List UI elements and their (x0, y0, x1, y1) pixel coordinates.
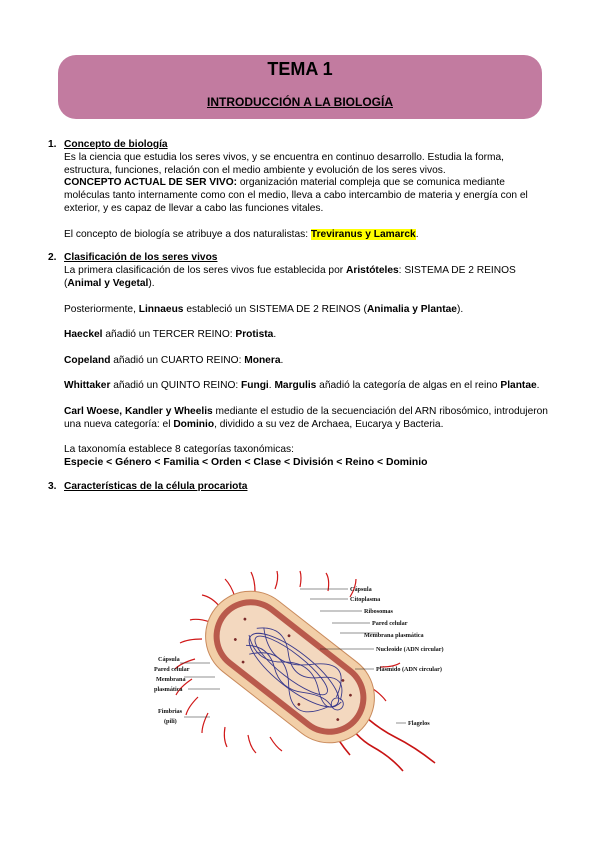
taxonomy-line: Especie < Género < Familia < Orden < Clase < División < Reino < Dominio (64, 457, 428, 469)
paragraph (64, 406, 548, 432)
text: añadió un TERCER REINO: (102, 329, 236, 341)
label-fimbrias: Fimbrias (158, 708, 183, 715)
paragraph (64, 380, 548, 393)
bold-text: Monera (244, 354, 281, 366)
text: mediante el estudio de la secuenciación del ARN ribosómico, introdujeron una nueva categoría: el (64, 405, 548, 430)
label-pared-celular: Pared celular (372, 620, 408, 627)
section-heading: Clasificación de los seres vivos (64, 252, 218, 264)
paragraph: Es la ciencia que estudia los seres vivos, y se encuentra en continuo desarrollo. Estudia la forma, estructura, funciones, relación con el medio ambiente y evolución de los seres vivos. (64, 151, 504, 176)
text: . (536, 380, 540, 392)
label-membrana-left: Membrana (156, 676, 186, 683)
label-citoplasma: Citoplasma (350, 596, 381, 603)
bold-text: Dominio (173, 418, 215, 430)
text: ). (456, 303, 464, 315)
text: estableció un SISTEMA DE 2 REINOS ( (183, 303, 367, 315)
bold-text: Plantae (500, 380, 537, 392)
bold-text: Animalia y Plantae (366, 303, 457, 315)
label-capsula: Cápsula (350, 586, 372, 593)
text: añadió la categoría de algas en el reino (316, 380, 501, 392)
text: El concepto de biología se atribuye a dos naturalistas: (64, 228, 311, 240)
section-2 (48, 252, 548, 470)
text: añadió un CUARTO REINO: (110, 354, 245, 366)
label-pili: (pili) (164, 718, 177, 725)
bold-text: Aristóteles (346, 265, 399, 277)
section-number: 1. (48, 139, 57, 150)
text: La primera clasificación de los seres vivos fue establecida por (64, 265, 346, 277)
bold-text: Copeland (64, 354, 111, 366)
bold-text: Haeckel (64, 329, 103, 341)
bold-text: Margulis (274, 380, 317, 392)
label-plasmido: Plásmido (ADN circular) (376, 666, 442, 673)
text: . (268, 380, 275, 392)
bold-text: Animal y Vegetal (67, 277, 149, 289)
text: Posteriormente, (64, 303, 139, 315)
prokaryotic-cell-diagram (150, 567, 470, 777)
section-number: 3. (48, 480, 57, 492)
bold-text: Fungi (241, 380, 269, 392)
paragraph (64, 265, 548, 291)
label-plasmatica-left: plasmática (154, 686, 183, 693)
paragraph (64, 329, 548, 342)
bold-text: Linnaeus (138, 303, 184, 315)
section-1 (48, 139, 548, 241)
paragraph (64, 355, 548, 368)
diagram-labels-left (154, 656, 190, 725)
bold-text: Carl Woese, Kandler y Wheelis (64, 405, 213, 417)
page-title: TEMA 1 (267, 59, 333, 79)
concept-label: CONCEPTO ACTUAL DE SER VIVO: (64, 177, 238, 189)
text: ). (148, 277, 155, 289)
paragraph (64, 304, 548, 317)
concept-text: organización material compleja que se comunica mediante moléculas tanto internamente como con el medio, lleva a cabo intercambio de materia y energía con el exterior, y es capaz de llevar a cabo las funciones vitales. (64, 177, 528, 214)
paragraph (64, 177, 548, 215)
section-number: 2. (48, 252, 57, 264)
bold-text: Protista (235, 329, 274, 341)
text: añadió un QUINTO REINO: (110, 380, 242, 392)
highlight: Treviranus y Lamarck (310, 228, 416, 240)
page-subtitle: INTRODUCCIÓN A LA BIOLOGÍA (207, 95, 393, 109)
section-heading: Concepto de biología (64, 139, 168, 150)
label-pared-celular-left: Pared celular (154, 666, 190, 673)
section-3 (48, 481, 548, 494)
paragraph (64, 229, 548, 242)
label-ribosomas: Ribosomas (364, 608, 393, 615)
text: . (415, 228, 419, 240)
text: . (273, 329, 277, 341)
text: . (280, 354, 284, 366)
label-flagelos: Flagelos (408, 720, 430, 727)
paragraph: La taxonomía establece 8 categorías taxonómicas: (64, 444, 294, 456)
bold-text: Whittaker (64, 380, 111, 392)
text: , dividido a su vez de Archaea, Eucarya y Bacteria. (214, 418, 444, 430)
label-membrana-plasmatica: Membrana plasmática (364, 632, 424, 639)
text: : SISTEMA DE 2 REINOS ( (64, 265, 516, 289)
label-nucleoide: Nucleoide (ADN circular) (376, 646, 444, 653)
label-capsula-left: Cápsula (158, 656, 180, 663)
section-heading: Características de la célula procariota (64, 480, 248, 492)
title-banner (58, 55, 542, 119)
document-body (48, 139, 548, 494)
